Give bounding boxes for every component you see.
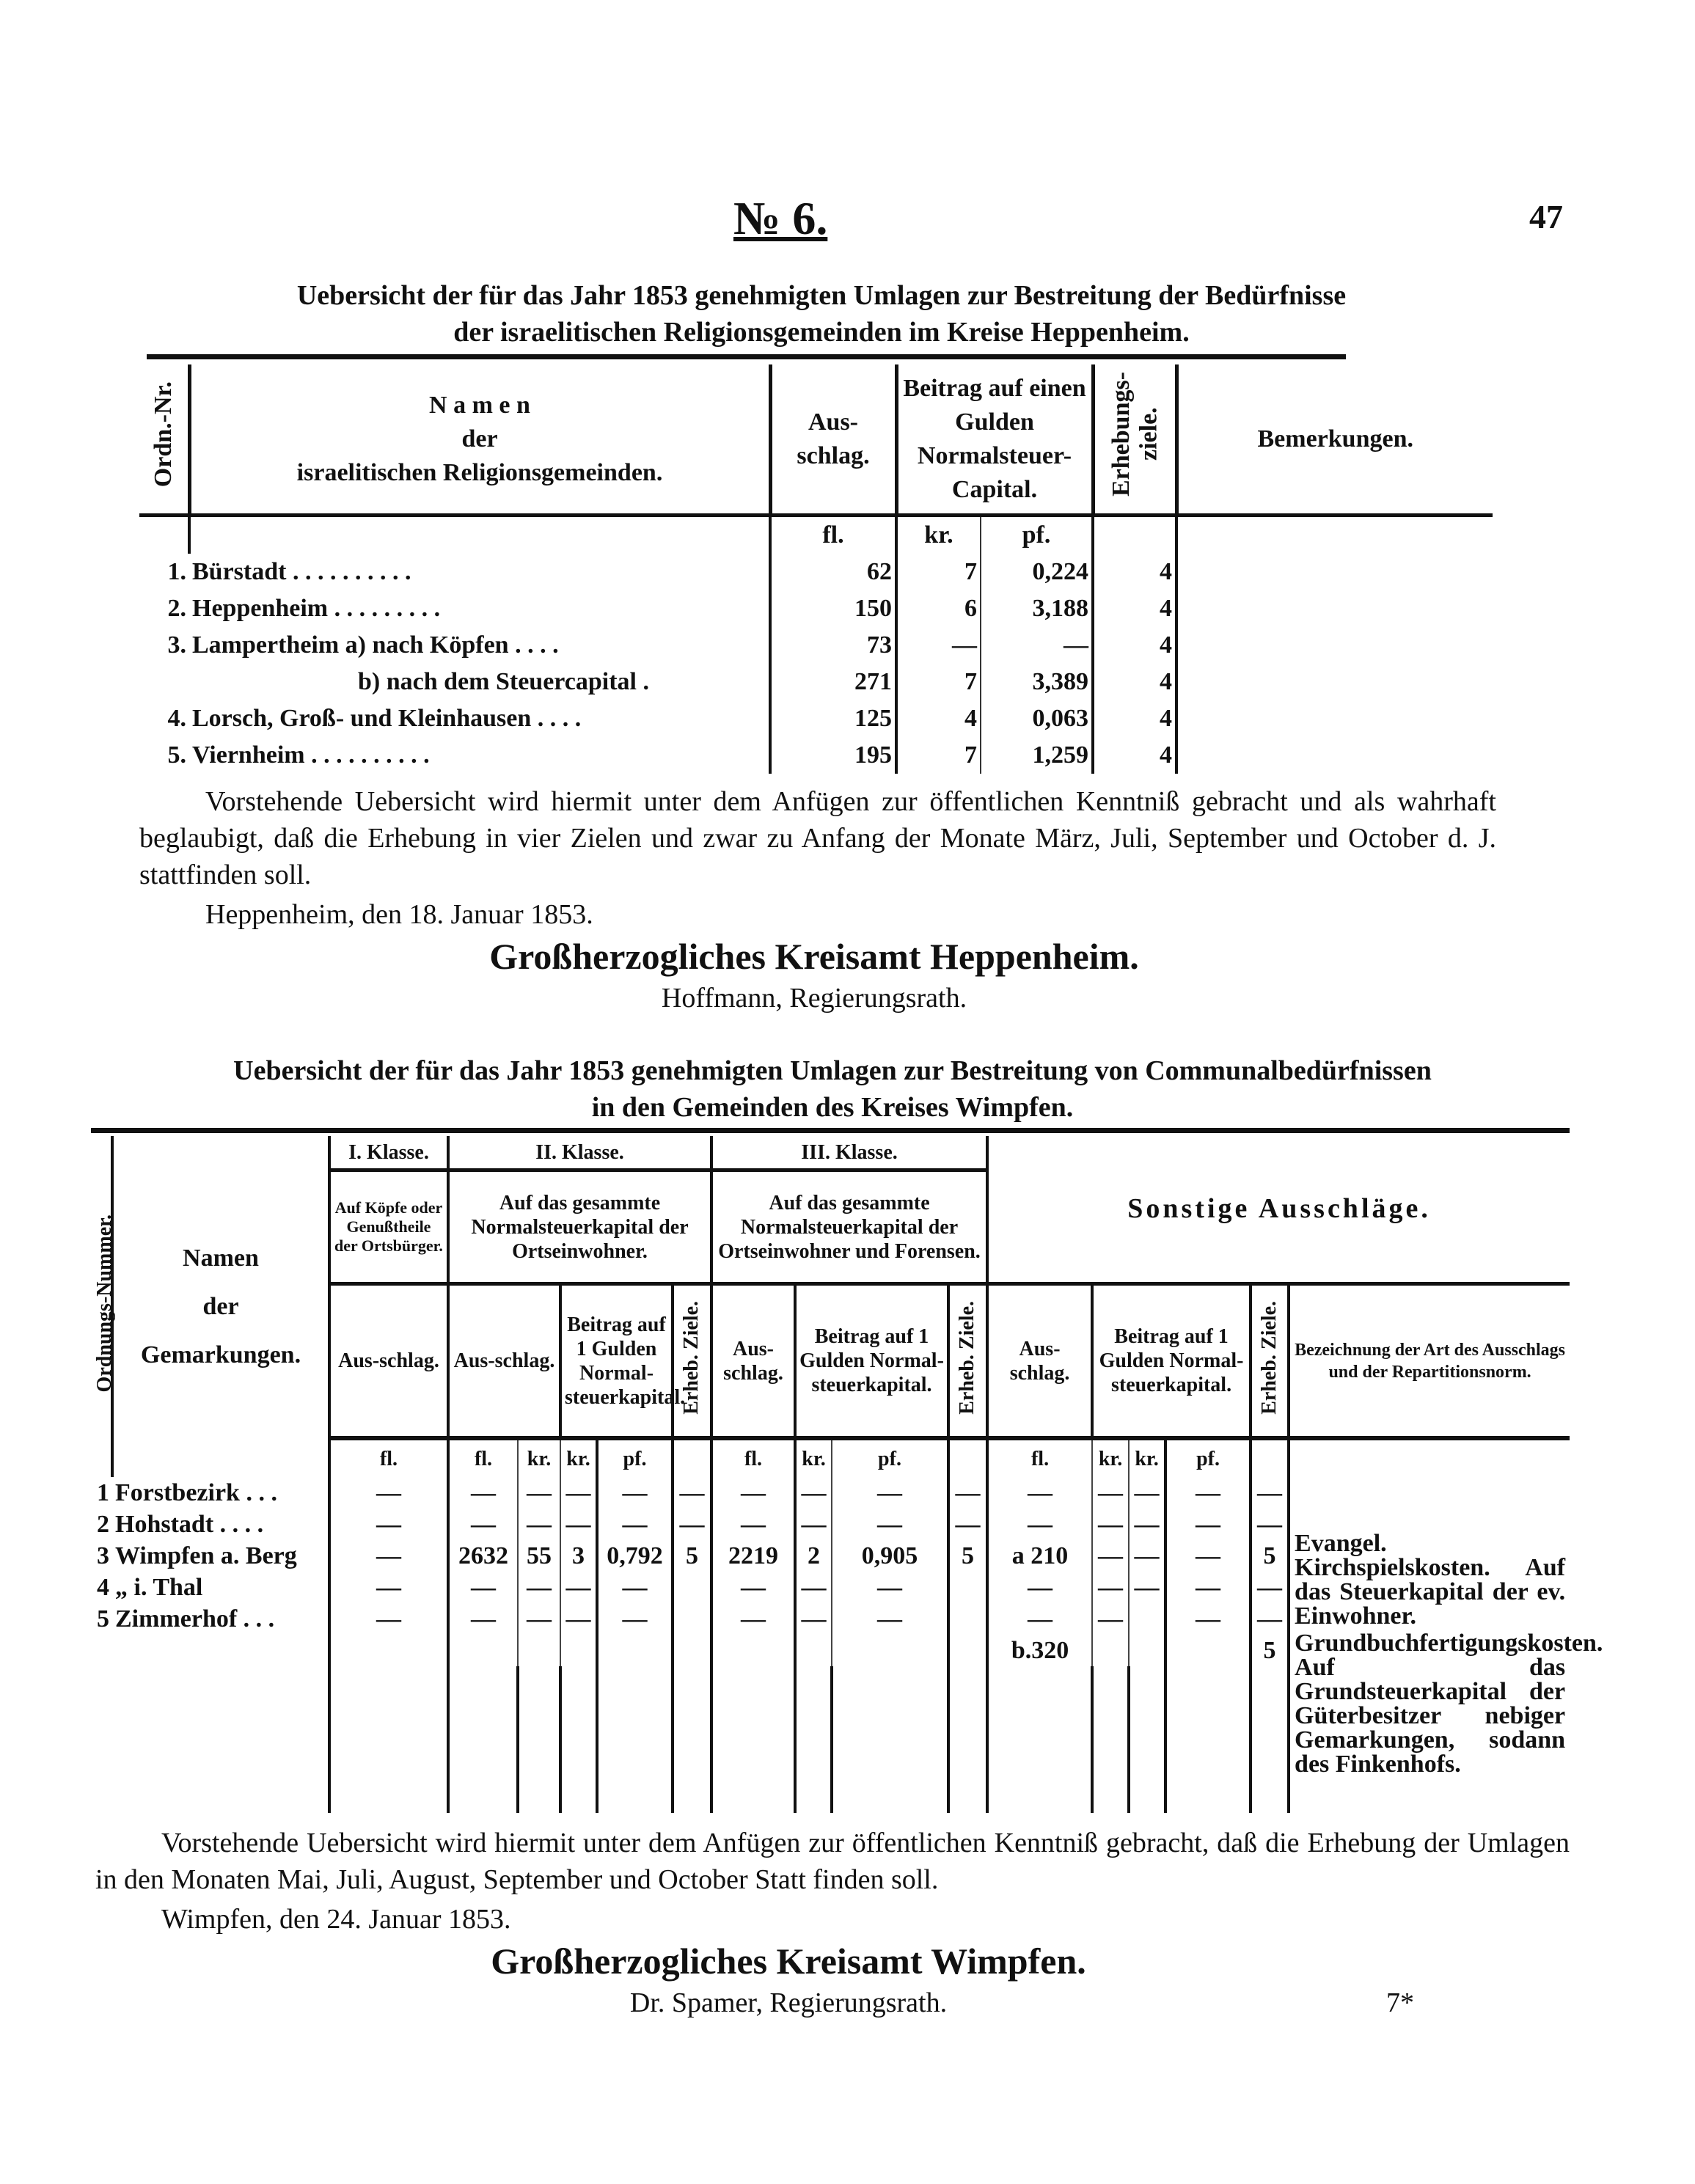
row-cell: b.320: [987, 1635, 1092, 1666]
row-cell: [329, 1635, 448, 1666]
row-cell: [560, 1635, 597, 1666]
unit-label: kr.: [1092, 1438, 1129, 1477]
row-cell: —: [948, 1509, 987, 1540]
row-name: b) nach dem Steuercapital .: [358, 668, 649, 695]
divider: [91, 1128, 1570, 1133]
row-bemerkung: [1176, 554, 1493, 590]
row-cell: —: [1251, 1603, 1289, 1635]
row-bemerkung: [1176, 590, 1493, 627]
row-cell: —: [1251, 1572, 1289, 1603]
row-cell: —: [1165, 1603, 1251, 1635]
row-cell: 2219: [711, 1540, 795, 1572]
row-cell: [518, 1635, 560, 1666]
row-cell: —: [1165, 1477, 1251, 1509]
row-cell: —: [795, 1603, 832, 1635]
row-cell: —: [448, 1509, 518, 1540]
header-ziele: Erhebungs-ziele.: [1093, 364, 1176, 516]
row-pf: 0,063: [981, 700, 1093, 737]
row-cell: —: [832, 1477, 948, 1509]
issue-number: № 6.: [733, 192, 828, 244]
header-beitrag: Beitrag auf einen Gulden Normalsteuer-Capital.: [896, 364, 1093, 516]
section2-date: Wimpfen, den 24. Januar 1853.: [161, 1904, 511, 1935]
row-bemerkung: [1176, 700, 1493, 737]
section1-signer: Hoffmann, Regierungsrath.: [661, 983, 967, 1014]
row-cell: —: [518, 1572, 560, 1603]
row-bemerkung: [1176, 737, 1493, 774]
row-ziele: 4: [1093, 627, 1176, 664]
table-row: [139, 627, 1493, 664]
unit-kr: kr.: [896, 516, 981, 554]
row-cell: [948, 1572, 987, 1603]
unit-label: fl.: [711, 1438, 795, 1477]
row-cell: —: [518, 1603, 560, 1635]
signature-mark: 7*: [1386, 1987, 1414, 2018]
row-pf: 3,389: [981, 664, 1093, 700]
row-name: Bürstadt . . . . . . . . . .: [192, 558, 411, 585]
row-cell: 5: [673, 1540, 711, 1572]
row-kr: —: [896, 627, 981, 664]
row-cell: —: [1129, 1477, 1165, 1509]
row-cell: —: [329, 1477, 448, 1509]
row-cell: —: [711, 1509, 795, 1540]
section2-paragraph: Vorstehende Uebersicht wird hiermit unter dem Anfügen zur öffentlichen Kenntniß gebracht, daß die Erhebung der Umlagen in den Monaten Mai, Juli, August, September und October Statt finden soll.: [95, 1828, 1570, 1895]
row-cell: —: [448, 1603, 518, 1635]
row-kr: 6: [896, 590, 981, 627]
unit-label: fl.: [448, 1438, 518, 1477]
row-fl: 62: [770, 554, 896, 590]
row-cell: —: [329, 1603, 448, 1635]
row-cell: [1129, 1603, 1165, 1635]
unit-label: [673, 1438, 711, 1477]
row-name: Heppenheim . . . . . . . . .: [192, 595, 441, 622]
section1-date: Heppenheim, den 18. Januar 1853.: [205, 899, 593, 930]
class1-description: Auf Köpfe oder Genußtheile der Ortsbürger.: [329, 1170, 448, 1284]
unit-fl: fl.: [770, 516, 896, 554]
row-cell: —: [597, 1572, 673, 1603]
row-cell: 5: [948, 1540, 987, 1572]
row-ziele: 4: [1093, 700, 1176, 737]
row-number: 3.: [167, 631, 186, 659]
row-cell: 0,792: [597, 1540, 673, 1572]
row-name: Lorsch, Groß- und Kleinhausen . . . .: [192, 705, 582, 732]
row-pf: 0,224: [981, 554, 1093, 590]
table-row: [139, 700, 1493, 737]
section2-table: [91, 1136, 1603, 1813]
row-cell: —: [711, 1603, 795, 1635]
class3-beitrag: Beitrag auf 1 Gulden Normal-steuerkapital.: [795, 1284, 948, 1439]
row-cell: —: [329, 1540, 448, 1572]
row-name: Lampertheim a) nach Köpfen . . . .: [192, 631, 559, 659]
row-number: 5.: [167, 741, 186, 769]
row-cell: 3: [560, 1540, 597, 1572]
class1-ausschlag: Aus-schlag.: [329, 1284, 448, 1439]
row-cell: a 210: [987, 1540, 1092, 1572]
class3-ausschlag: Aus-schlag.: [711, 1284, 795, 1439]
header-name: N a m e n der israelitischen Religionsgemeinden.: [189, 364, 770, 516]
row-kr: 7: [896, 737, 981, 774]
row-cell: —: [948, 1477, 987, 1509]
row-cell: —: [448, 1572, 518, 1603]
row-cell: —: [795, 1572, 832, 1603]
row-cell: —: [1251, 1477, 1289, 1509]
row-cell: —: [832, 1509, 948, 1540]
unit-label: kr.: [1129, 1438, 1165, 1477]
row-cell: —: [1092, 1477, 1129, 1509]
header-bemerkungen: Bemerkungen.: [1176, 364, 1493, 516]
row-kr: 4: [896, 700, 981, 737]
row-cell: [1092, 1635, 1129, 1666]
row-cell: 5: [1251, 1635, 1289, 1666]
row-cell: [673, 1635, 711, 1666]
row-pf: —: [981, 627, 1093, 664]
row-cell: —: [560, 1509, 597, 1540]
section1-title-line2: der israelitischen Religionsgemeinden im Kreise Heppenheim.: [453, 317, 1190, 348]
row-number: 5: [97, 1605, 109, 1632]
row-kr: 7: [896, 664, 981, 700]
row-number: 1.: [167, 558, 186, 585]
row-cell: —: [597, 1509, 673, 1540]
row-cell: —: [1092, 1540, 1129, 1572]
unit-label: pf.: [597, 1438, 673, 1477]
row-pf: 3,188: [981, 590, 1093, 627]
row-cell: —: [1251, 1509, 1289, 1540]
row-number: 1: [97, 1479, 109, 1506]
table-row: [139, 664, 1493, 700]
unit-label: kr.: [560, 1438, 597, 1477]
row-number: [91, 1635, 112, 1666]
row-bemerkung: [1176, 627, 1493, 664]
row-cell: —: [1165, 1540, 1251, 1572]
table-row: [91, 1477, 1570, 1509]
row-cell: —: [329, 1572, 448, 1603]
row-cell: 2632: [448, 1540, 518, 1572]
row-cell: —: [518, 1509, 560, 1540]
row-cell: —: [987, 1572, 1092, 1603]
sonstige-beitrag: Beitrag auf 1 Gulden Normal-steuerkapital.: [1092, 1284, 1251, 1439]
row-cell: —: [329, 1509, 448, 1540]
row-bemerkung: [1176, 664, 1493, 700]
row-cell: [673, 1572, 711, 1603]
row-cell: —: [560, 1477, 597, 1509]
section2-title-line1: Uebersicht der für das Jahr 1853 genehmigten Umlagen zur Bestreitung von Communalbedürfnissen: [233, 1055, 1432, 1086]
row-cell: —: [987, 1509, 1092, 1540]
class2-beitrag: Beitrag auf 1 Gulden Normal-steuerkapital.: [560, 1284, 673, 1439]
row-cell: —: [987, 1477, 1092, 1509]
header-ausschlag: Aus-schlag.: [770, 364, 896, 516]
row-fl: 271: [770, 664, 896, 700]
row-name: Forstbezirk . . .: [115, 1479, 277, 1506]
header-nr: Ordnungs-Nummer.: [93, 1214, 116, 1393]
row-number: 2: [97, 1511, 109, 1538]
row-fl: 73: [770, 627, 896, 664]
row-cell: —: [1092, 1572, 1129, 1603]
unit-label: pf.: [832, 1438, 948, 1477]
row-cell: —: [1129, 1509, 1165, 1540]
section1-title-line1: Uebersicht der für das Jahr 1853 genehmigten Umlagen zur Bestreitung der Bedürfnisse: [296, 280, 1347, 311]
row-cell: [948, 1603, 987, 1635]
row-cell: —: [1092, 1603, 1129, 1635]
row-cell: [832, 1635, 948, 1666]
header-class1: I. Klasse.: [329, 1136, 448, 1170]
header-name: Namen der Gemarkungen.: [112, 1136, 329, 1477]
row-fl: 150: [770, 590, 896, 627]
page-number: 47: [1529, 198, 1563, 235]
row-number: 3: [97, 1542, 109, 1569]
table-row: [139, 737, 1493, 774]
row-cell: —: [1129, 1540, 1165, 1572]
row-cell: —: [795, 1477, 832, 1509]
row-cell: —: [832, 1603, 948, 1635]
row-cell: [711, 1635, 795, 1666]
class3-ziele: Erheb. Ziele.: [948, 1284, 987, 1439]
row-cell: —: [448, 1477, 518, 1509]
header-bezeichnung: Bezeichnung der Art des Ausschlags und der Repartitionsnorm.: [1289, 1284, 1570, 1439]
sonstige-ziele: Erheb. Ziele.: [1251, 1284, 1289, 1439]
row-cell: —: [795, 1509, 832, 1540]
unit-label: kr.: [518, 1438, 560, 1477]
table-row: [139, 554, 1493, 590]
row-pf: 1,259: [981, 737, 1093, 774]
row-cell: [795, 1635, 832, 1666]
row-cell: —: [597, 1603, 673, 1635]
row-cell: [448, 1635, 518, 1666]
unit-label: [948, 1438, 987, 1477]
row-cell: —: [1092, 1509, 1129, 1540]
header-class2: II. Klasse.: [448, 1136, 711, 1170]
section2-title-line2: in den Gemeinden des Kreises Wimpfen.: [591, 1092, 1074, 1123]
divider: [147, 354, 1346, 359]
row-cell: [948, 1635, 987, 1666]
row-name: Zimmerhof . . .: [115, 1605, 275, 1632]
unit-label: pf.: [1165, 1438, 1251, 1477]
row-cell: 2: [795, 1540, 832, 1572]
row-cell: 5: [1251, 1540, 1289, 1572]
unit-label: fl.: [329, 1438, 448, 1477]
section1-table: [139, 364, 1493, 774]
row-cell: —: [673, 1477, 711, 1509]
row-cell: —: [597, 1477, 673, 1509]
section1-paragraph: Vorstehende Uebersicht wird hiermit unter dem Anfügen zur öffentlichen Kenntniß gebracht und als wahrhaft beglaubigt, daß die Erhebung in vier Zielen und zwar zu Anfang der Monate März, Juli, September und October d. J. stattfinden soll.: [139, 786, 1496, 890]
row-ziele: 4: [1093, 590, 1176, 627]
row-cell: —: [987, 1603, 1092, 1635]
section2-authority: Großherzogliches Kreisamt Wimpfen.: [491, 1941, 1086, 1982]
table-row: [139, 590, 1493, 627]
unit-label-bezeichnung: [1289, 1438, 1570, 1477]
class2-description: Auf das gesammte Normalsteuerkapital der Ortseinwohner.: [448, 1170, 711, 1284]
row-cell: [673, 1603, 711, 1635]
note-text: Evangel. Kirchspielskosten. Auf das Steuerkapital der ev. Einwohner.: [1295, 1530, 1566, 1630]
section2-signer: Dr. Spamer, Regierungsrath.: [629, 1987, 948, 2018]
row-ziele: 4: [1093, 664, 1176, 700]
row-cell: 55: [518, 1540, 560, 1572]
class2-ziele: Erheb. Ziele.: [673, 1284, 711, 1439]
row-cell: 0,905: [832, 1540, 948, 1572]
row-number: 4.: [167, 705, 186, 732]
row-cell: —: [832, 1572, 948, 1603]
row-cell: [1129, 1635, 1165, 1666]
row-name: Wimpfen a. Berg: [115, 1542, 297, 1569]
row-kr: 7: [896, 554, 981, 590]
row-fl: 125: [770, 700, 896, 737]
row-name: „ i. Thal: [115, 1574, 203, 1601]
header-class3: III. Klasse.: [711, 1136, 987, 1170]
row-cell: —: [1165, 1509, 1251, 1540]
class3-description: Auf das gesammte Normalsteuerkapital der Ortseinwohner und Forensen.: [711, 1170, 987, 1284]
unit-label: fl.: [987, 1438, 1092, 1477]
row-name: [112, 1635, 329, 1666]
row-ziele: 4: [1093, 554, 1176, 590]
notes-cell: [1289, 1477, 1603, 1813]
row-cell: —: [560, 1572, 597, 1603]
unit-pf: pf.: [981, 516, 1093, 554]
sonstige-ausschlag: Aus-schlag.: [987, 1284, 1092, 1439]
row-cell: —: [673, 1509, 711, 1540]
row-number: [139, 664, 189, 700]
row-name: Viernheim . . . . . . . . . .: [192, 741, 430, 769]
row-cell: —: [1129, 1572, 1165, 1603]
row-name: Hohstadt . . . .: [115, 1511, 264, 1538]
row-cell: —: [1165, 1572, 1251, 1603]
row-cell: —: [711, 1477, 795, 1509]
row-fl: 195: [770, 737, 896, 774]
header-nr: Ordn.-Nr.: [150, 381, 177, 488]
section1-authority: Großherzogliches Kreisamt Heppenheim.: [489, 936, 1139, 977]
row-cell: —: [560, 1603, 597, 1635]
row-cell: [1165, 1635, 1251, 1666]
note-text: Grundbuchfertigungskosten. Auf das Grundsteuerkapital der Güterbesitzer nebiger Gemarkungen, sodann des Finkenhofs.: [1295, 1630, 1603, 1778]
row-number: 4: [97, 1574, 109, 1601]
row-number: 2.: [167, 595, 186, 622]
unit-label: kr.: [795, 1438, 832, 1477]
row-cell: [597, 1635, 673, 1666]
row-cell: —: [711, 1572, 795, 1603]
unit-label: [1251, 1438, 1289, 1477]
row-cell: —: [518, 1477, 560, 1509]
class2-ausschlag: Aus-schlag.: [448, 1284, 560, 1439]
header-sonstige: Sonstige Ausschläge.: [987, 1136, 1570, 1284]
row-ziele: 4: [1093, 737, 1176, 774]
